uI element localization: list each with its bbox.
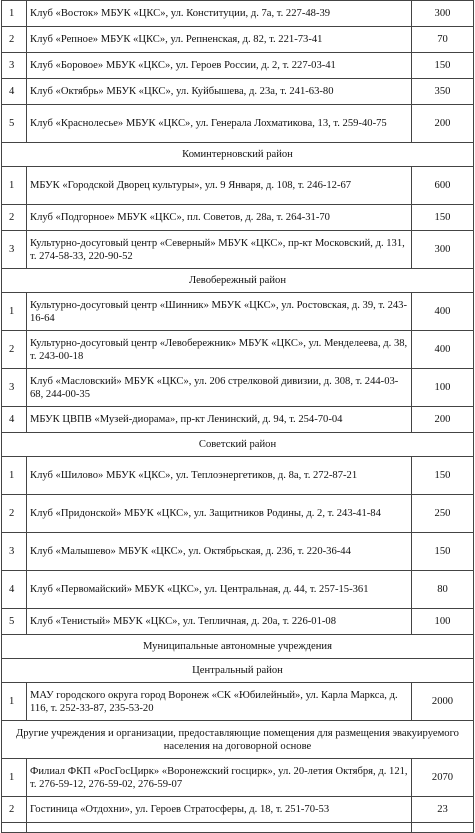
section-title: Левобережный район xyxy=(2,269,474,293)
table-row xyxy=(2,797,474,823)
table-body xyxy=(2,1,474,833)
table-row xyxy=(2,1,474,27)
capacity-value: 200 xyxy=(412,105,474,143)
institution-name: МБУК «Городской Дворец культуры», ул. 9 Января, д. 108, т. 246-12-67 xyxy=(27,167,412,205)
institution-name: Гостиница «Отдохни», ул. Героев Стратосферы, д. 18, т. 251-70-53 xyxy=(27,797,412,823)
row-number: 2 xyxy=(2,495,27,533)
row-number: 4 xyxy=(2,407,27,433)
section-title: Советский район xyxy=(2,433,474,457)
table-row xyxy=(2,609,474,635)
capacity-value: 80 xyxy=(412,571,474,609)
institution-name: Клуб «Масловский» МБУК «ЦКС», ул. 206 стрелковой дивизии, д. 308, т. 244-03-68, 244-00-35 xyxy=(27,369,412,407)
section-title: Муниципальные автономные учреждения xyxy=(2,635,474,659)
row-number: 1 xyxy=(2,1,27,27)
row-number: 4 xyxy=(2,79,27,105)
row-number: 2 xyxy=(2,797,27,823)
institution-name: Клуб «Тенистый» МБУК «ЦКС», ул. Тепличная, д. 20а, т. 226-01-08 xyxy=(27,609,412,635)
section-title: Центральный район xyxy=(2,659,474,683)
capacity-value: 400 xyxy=(412,331,474,369)
capacity-value: 2070 xyxy=(412,759,474,797)
capacity-value: 70 xyxy=(412,27,474,53)
institution-name: Клуб «Шилово» МБУК «ЦКС», ул. Теплоэнергетиков, д. 8а, т. 272-87-21 xyxy=(27,457,412,495)
table-row xyxy=(2,231,474,269)
row-number: 2 xyxy=(2,205,27,231)
empty-cell xyxy=(2,823,27,833)
capacity-value: 150 xyxy=(412,533,474,571)
institution-name: Клуб «Малышево» МБУК «ЦКС», ул. Октябрьская, д. 236, т. 220-36-44 xyxy=(27,533,412,571)
table-row xyxy=(2,457,474,495)
empty-cell xyxy=(412,823,474,833)
row-number: 3 xyxy=(2,231,27,269)
section-row xyxy=(2,635,474,659)
row-number: 1 xyxy=(2,683,27,721)
capacity-value: 300 xyxy=(412,231,474,269)
section-title: Другие учреждения и организации, предоставляющие помещения для размещения эвакуируемого населения на договорной основе xyxy=(2,721,474,759)
institution-name: Клуб «Придонской» МБУК «ЦКС», ул. Защитников Родины, д. 2, т. 243-41-84 xyxy=(27,495,412,533)
row-number: 1 xyxy=(2,759,27,797)
institution-name: Клуб «Подгорное» МБУК «ЦКС», пл. Советов, д. 28а, т. 264-31-70 xyxy=(27,205,412,231)
table-row xyxy=(2,495,474,533)
table-row xyxy=(2,533,474,571)
section-row xyxy=(2,659,474,683)
row-number: 2 xyxy=(2,331,27,369)
row-number: 1 xyxy=(2,167,27,205)
row-number: 3 xyxy=(2,53,27,79)
table-row xyxy=(2,683,474,721)
institution-name: Культурно-досуговый центр «Шинник» МБУК «ЦКС», ул. Ростовская, д. 39, т. 243-16-64 xyxy=(27,293,412,331)
table-row xyxy=(2,53,474,79)
institution-name: МАУ городского округа город Воронеж «СК «Юбилейный», ул. Карла Маркса, д. 116, т. 252-33-87, 235-53-20 xyxy=(27,683,412,721)
table-row xyxy=(2,407,474,433)
section-row xyxy=(2,721,474,759)
institution-name: Филиал ФКП «РосГосЦирк» «Воронежский госцирк», ул. 20-летия Октября, д. 121, т. 276-59-12, 276-59-02, 276-59-07 xyxy=(27,759,412,797)
capacity-value: 150 xyxy=(412,53,474,79)
table-row xyxy=(2,167,474,205)
capacity-value: 300 xyxy=(412,1,474,27)
table-row xyxy=(2,27,474,53)
institution-name: Клуб «Восток» МБУК «ЦКС», ул. Конституции, д. 7а, т. 227-48-39 xyxy=(27,1,412,27)
institution-name: Клуб «Краснолесье» МБУК «ЦКС», ул. Генерала Лохматикова, 13, т. 259-40-75 xyxy=(27,105,412,143)
capacity-value: 23 xyxy=(412,797,474,823)
institution-name: МБУК ЦВПВ «Музей-диорама», пр-кт Ленинский, д. 94, т. 254-70-04 xyxy=(27,407,412,433)
capacity-value: 100 xyxy=(412,369,474,407)
row-number: 5 xyxy=(2,105,27,143)
institution-name: Культурно-досуговый центр «Северный» МБУК «ЦКС», пр-кт Московский, д. 131, т. 274-58-33, 220-90-52 xyxy=(27,231,412,269)
table-row xyxy=(2,79,474,105)
row-number: 3 xyxy=(2,369,27,407)
capacity-value: 400 xyxy=(412,293,474,331)
row-number: 3 xyxy=(2,533,27,571)
row-number: 4 xyxy=(2,571,27,609)
capacity-value: 250 xyxy=(412,495,474,533)
row-number: 1 xyxy=(2,457,27,495)
institution-name: Клуб «Первомайский» МБУК «ЦКС», ул. Центральная, д. 44, т. 257-15-361 xyxy=(27,571,412,609)
table-row xyxy=(2,205,474,231)
capacity-value: 100 xyxy=(412,609,474,635)
capacity-value: 150 xyxy=(412,457,474,495)
institution-name: Культурно-досуговый центр «Левобережник» МБУК «ЦКС», ул. Менделеева, д. 38, т. 243-00-18 xyxy=(27,331,412,369)
section-row xyxy=(2,433,474,457)
table-row xyxy=(2,571,474,609)
capacity-value: 200 xyxy=(412,407,474,433)
table-row xyxy=(2,369,474,407)
institution-name: Клуб «Октябрь» МБУК «ЦКС», ул. Куйбышева, д. 23а, т. 241-63-80 xyxy=(27,79,412,105)
capacity-value: 2000 xyxy=(412,683,474,721)
blank-row xyxy=(2,823,474,833)
row-number: 5 xyxy=(2,609,27,635)
row-number: 1 xyxy=(2,293,27,331)
section-row xyxy=(2,143,474,167)
table-row xyxy=(2,759,474,797)
shelter-table xyxy=(1,0,474,833)
capacity-value: 150 xyxy=(412,205,474,231)
section-row xyxy=(2,269,474,293)
institution-name: Клуб «Боровое» МБУК «ЦКС», ул. Героев России, д. 2, т. 227-03-41 xyxy=(27,53,412,79)
empty-cell xyxy=(27,823,412,833)
section-title: Коминтерновский район xyxy=(2,143,474,167)
capacity-value: 350 xyxy=(412,79,474,105)
table-row xyxy=(2,293,474,331)
table-row xyxy=(2,331,474,369)
table-row xyxy=(2,105,474,143)
institution-name: Клуб «Репное» МБУК «ЦКС», ул. Репненская, д. 82, т. 221-73-41 xyxy=(27,27,412,53)
row-number: 2 xyxy=(2,27,27,53)
capacity-value: 600 xyxy=(412,167,474,205)
